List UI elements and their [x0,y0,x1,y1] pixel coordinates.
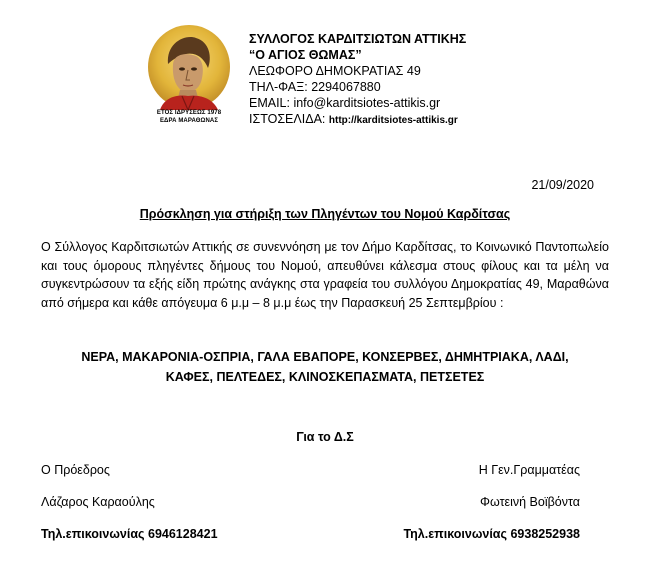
saint-thomas-logo-icon [146,24,232,120]
needed-items [0,347,650,387]
logo-caption-seat: ΕΔΡΑ ΜΑΡΑΘΩΝΑΣ [159,118,219,124]
org-phone-fax: ΤΗΛ-ΦΑΞ: 2294067880 [249,80,381,94]
logo-caption [136,109,242,125]
org-name: ΣΥΛΛΟΓΟΣ ΚΑΡΔΙΤΣΙΩΤΩΝ ΑΤΤΙΚΗΣ [249,32,467,46]
secretary-phone: Τηλ.επικοινωνίας 6938252938 [403,527,580,541]
needed-items-line-2: ΚΑΦΕΣ, ΠΕΛΤΕΔΕΣ, ΚΛΙΝΟΣΚΕΠΑΣΜΑΤΑ, ΠΕΤΣΕΤΕΣ [165,370,485,384]
needed-items-line-1: ΝΕΡΑ, ΜΑΚΑΡΟΝΙΑ-ΟΣΠΡΙΑ, ΓΑΛΑ ΕΒΑΠΟΡΕ, ΚΟΝΣΕΡΒΕΣ, ΔΗΜΗΤΡΙΑΚΑ, ΛΑΔΙ, [81,350,569,364]
secretary-name: Φωτεινή Βοϊβόντα [480,495,580,509]
president-role: Ο Πρόεδρος [41,463,110,477]
president-phone: Τηλ.επικοινωνίας 6946128421 [41,527,218,541]
secretary-role: Η Γεν.Γραμματέας [478,463,580,477]
board-heading: Για το Δ.Σ [296,430,354,444]
document-subject: Πρόσκληση για στήριξη των Πληγέντων του Νομού Καρδίτσας [139,207,511,221]
org-website-link[interactable]: http://karditsiotes-attikis.gr [328,115,458,126]
document-date: 21/09/2020 [531,178,594,192]
organization-header [249,31,629,129]
org-address: ΛΕΩΦΟΡΟ ΔΗΜΟΚΡΑΤΙΑΣ 49 [249,64,421,78]
president-name: Λάζαρος Καραούλης [41,495,155,509]
org-email: EMAIL: info@karditsiotes-attikis.gr [249,96,441,110]
logo-caption-founded: ΕΤΟΣ ΙΔΡΥΣΕΩΣ 1978 [156,110,222,116]
org-website [249,111,629,129]
org-subtitle: “Ο ΑΓΙΟΣ ΘΩΜΑΣ” [249,48,362,62]
body-paragraph: Ο Σύλλογος Καρδιτσιωτών Αττικής σε συνεννόηση με τον Δήμο Καρδίτσας, το Κοινωνικό Παντοπωλείο και τους όμορους πληγέντες δήμους του Νομού, απευθύνει κάλεσμα στους φίλους και τα μέλη να συγκεντρώσουν τα εξής είδη πρώτης ανάγκης στα γραφεία του συλλόγου Δημοκρατίας 49, Μαραθώνα από σήμερα και κάθε απόγευμα 6 μ.μ – 8 μ.μ έως την Παρασκευή 25 Σεπτεμβρίου : [41,240,609,310]
org-website-label: ΙΣΤΟΣΕΛΙΔΑ: [249,112,326,126]
